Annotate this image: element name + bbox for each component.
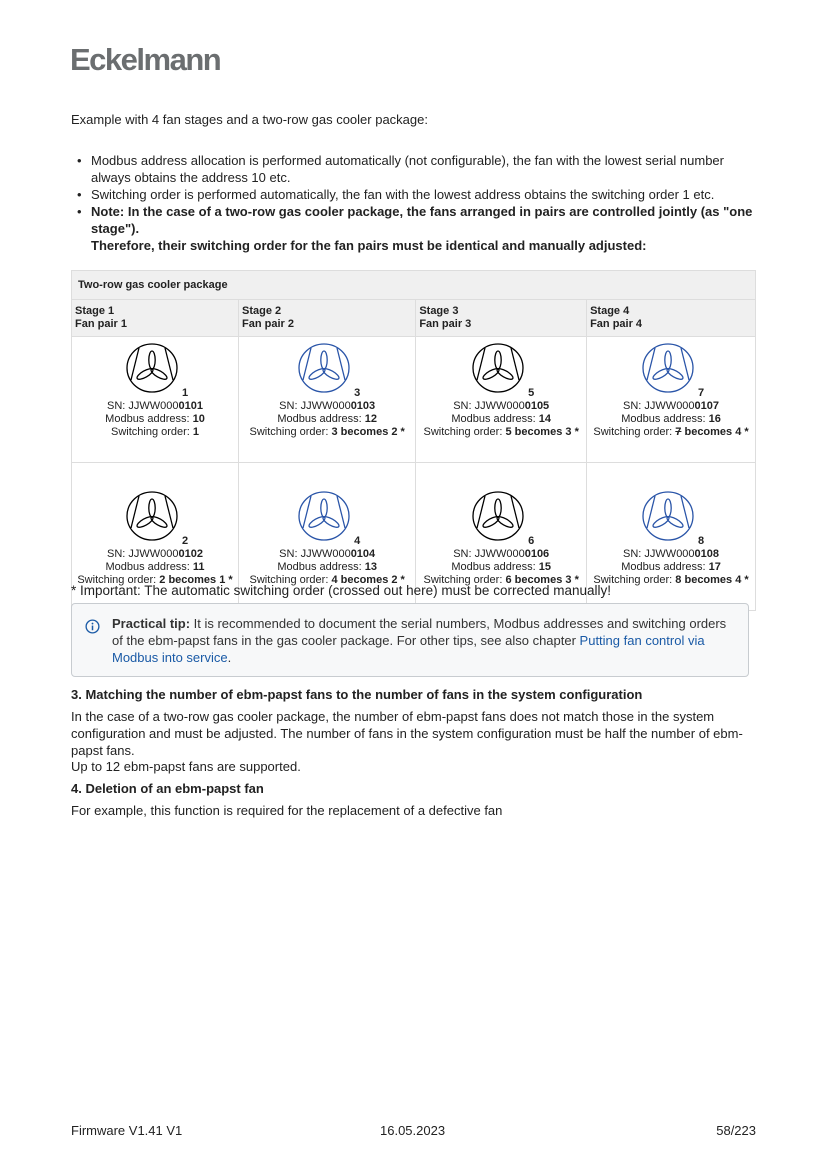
stage-header: Stage 1 Fan pair 1 <box>72 300 239 337</box>
fan-text: SN: JJWW000 <box>453 548 525 560</box>
fan-text: 2 <box>159 574 166 586</box>
fan-text: 12 <box>364 413 378 425</box>
fan-icon <box>472 343 524 393</box>
fan-text <box>496 367 515 382</box>
serial-number <box>72 400 238 413</box>
fan-text <box>299 344 349 392</box>
fan-number: 2 <box>181 535 189 547</box>
modbus-address <box>72 561 238 574</box>
fan-text <box>150 367 169 382</box>
fan-text: 8 <box>675 574 682 586</box>
bullet-item: • Modbus address allocation is performed automatically (not configurable), the fan with the lowest serial number always obtains the address 10 etc. <box>91 152 756 186</box>
fan-text <box>666 515 685 530</box>
fan-text <box>495 351 501 369</box>
fan-text: SN: JJWW000 <box>107 400 179 412</box>
fan-icon <box>126 491 178 541</box>
fan-text <box>416 343 586 458</box>
fan-text: Modbus address: <box>277 413 365 425</box>
section-3-heading: 3. Matching the number of ebm-papst fans to the number of fans in the system configuration <box>71 687 643 702</box>
fan-text <box>322 367 341 382</box>
fan-cell <box>416 337 587 463</box>
serial-number <box>72 548 238 561</box>
fan-text: 17 <box>708 561 721 573</box>
modbus-address <box>416 561 586 574</box>
fan-text: becomes <box>511 574 566 586</box>
fan-text <box>665 351 671 369</box>
fan-number: 5 <box>528 387 535 399</box>
tip-label: Practical tip: <box>112 616 191 631</box>
fan-text: 0105 <box>524 400 550 412</box>
fan-text <box>149 351 155 369</box>
fan-text <box>496 515 515 530</box>
fan-text: Modbus address: <box>105 413 193 425</box>
fan-text <box>72 343 238 458</box>
fan-text: 0104 <box>350 548 376 560</box>
fan-text <box>299 492 349 540</box>
fan-text: Modbus address: <box>451 561 539 573</box>
fan-text: 1 <box>192 426 200 438</box>
fan-text: Modbus address: <box>277 561 365 573</box>
switching-order <box>416 426 586 439</box>
fan-text: 0106 <box>524 548 550 560</box>
fan-icon <box>126 343 178 393</box>
serial-number <box>587 548 755 561</box>
fan-icon <box>472 491 524 541</box>
fan-text: 4 * <box>735 426 749 438</box>
bullet-list <box>71 152 756 254</box>
serial-number <box>239 548 415 561</box>
tip-text: It is recommended to document the serial numbers, Modbus addresses and switching orders of the ebm-papst fans in the gas cooler package. For other tips, see also chapter <box>112 616 727 648</box>
fan-text <box>473 344 523 392</box>
fan-text: Switching order: <box>593 426 676 438</box>
fan-text: Modbus address: <box>451 413 539 425</box>
fan-text: 11 <box>192 561 205 573</box>
important-note: * Important: The automatic switching order (crossed out here) must be corrected manually! <box>71 583 611 598</box>
eckelmann-logo: Eckelmann <box>70 42 221 77</box>
fan-text: 13 <box>364 561 378 573</box>
fan-text: 0103 <box>350 400 376 412</box>
fan-text: Switching order: <box>593 574 676 586</box>
fan-text: 0107 <box>694 400 720 412</box>
fan-number: 6 <box>528 535 535 547</box>
section-3-text: In the case of a two-row gas cooler package, the number of ebm-papst fans does not match those in the system configuration and must be adjusted. The number of fans in the system configuration must be half the number of ebm-papst fans. <box>71 709 743 758</box>
switching-order <box>72 426 238 439</box>
fan-text <box>473 492 523 540</box>
fan-text: Modbus address: <box>621 561 709 573</box>
serial-number <box>416 548 586 561</box>
modbus-address <box>416 413 586 426</box>
fan-text: SN: JJWW000 <box>107 548 179 560</box>
table-title: Two-row gas cooler package <box>72 271 756 300</box>
fan-text: 0108 <box>694 548 720 560</box>
fan-text: 3 * <box>565 426 579 438</box>
fan-text: 3 <box>331 426 338 438</box>
switching-order <box>239 426 415 439</box>
fan-icon <box>642 491 694 541</box>
fan-icon <box>642 343 694 393</box>
fan-text: becomes <box>511 426 566 438</box>
fan-cell <box>239 337 416 463</box>
fan-number: 1 <box>181 387 189 399</box>
fan-text: 15 <box>538 561 552 573</box>
fan-text: Switching order: <box>249 574 332 586</box>
switching-order <box>587 426 755 439</box>
fan-text: becomes <box>337 574 392 586</box>
section-3-text-2: Up to 12 ebm-papst fans are supported. <box>71 759 301 774</box>
fan-text: SN: JJWW000 <box>453 400 525 412</box>
stage-header: Stage 3 Fan pair 3 <box>416 300 587 337</box>
fan-text: Switching order: <box>423 574 506 586</box>
fan-text: SN: JJWW000 <box>279 400 351 412</box>
fan-text: Modbus address: <box>621 413 709 425</box>
chapter-link[interactable]: Putting fan control via Modbus into service <box>112 633 705 665</box>
fan-text <box>495 499 501 517</box>
fan-text: 3 * <box>565 574 579 586</box>
fan-text <box>239 343 415 458</box>
fan-text <box>321 351 327 369</box>
fan-text <box>666 367 685 382</box>
fan-number: 3 <box>354 387 361 399</box>
gas-cooler-table <box>71 270 756 611</box>
fan-cell <box>587 337 756 463</box>
intro-text: Example with 4 fan stages and a two-row gas cooler package: <box>71 112 428 127</box>
fan-text: SN: JJWW000 <box>623 548 695 560</box>
fan-text <box>587 343 755 458</box>
serial-number <box>416 400 586 413</box>
fan-text: 16 <box>708 413 721 425</box>
fan-text: becomes <box>681 426 736 438</box>
section-4-text: For example, this function is required for the replacement of a defective fan <box>71 803 503 818</box>
fan-text: 7 <box>675 426 682 438</box>
fan-text: 10 <box>192 413 205 425</box>
fan-text: 2 * <box>391 574 405 586</box>
fan-text: 5 <box>505 426 512 438</box>
modbus-address <box>239 413 415 426</box>
modbus-address <box>587 561 755 574</box>
footer-firmware: Firmware V1.41 V1 <box>71 1123 183 1138</box>
fan-icon <box>298 343 350 393</box>
fan-text: becomes <box>165 574 220 586</box>
fan-text <box>665 499 671 517</box>
fan-text: 0102 <box>178 548 204 560</box>
fan-text: SN: JJWW000 <box>623 400 695 412</box>
fan-text: 6 <box>505 574 512 586</box>
fan-text <box>127 344 177 392</box>
fan-number: 7 <box>697 387 705 399</box>
bullet-item: • Switching order is performed automatically, the fan with the lowest address obtains the switching order 1 etc. <box>91 186 756 203</box>
fan-text: 4 <box>331 574 338 586</box>
fan-text: SN: JJWW000 <box>279 548 351 560</box>
fan-text: becomes <box>681 574 736 586</box>
footer-page: 58/223 <box>716 1123 756 1138</box>
footer-date: 16.05.2023 <box>380 1123 446 1138</box>
fan-cell <box>72 337 239 463</box>
fan-text: Switching order: <box>249 426 332 438</box>
fan-text <box>127 492 177 540</box>
modbus-address <box>72 413 238 426</box>
fan-text <box>322 515 341 530</box>
fan-number: 8 <box>697 535 705 547</box>
tip-end: . <box>227 650 232 665</box>
fan-text: Switching order: <box>110 426 193 438</box>
fan-text <box>150 515 169 530</box>
fan-text: 14 <box>538 413 552 425</box>
fan-text <box>643 492 693 540</box>
fan-text <box>643 344 693 392</box>
stage-header: Stage 4 Fan pair 4 <box>587 300 756 337</box>
fan-text: Modbus address: <box>105 561 193 573</box>
bullet-item-note: • Note: In the case of a two-row gas cooler package, the fans arranged in pairs are controlled jointly (as "one stage"). Therefore, their switching order for the fan pairs must be identical and manually adjusted: <box>91 203 756 254</box>
fan-text: Switching order: <box>77 574 160 586</box>
fan-text <box>149 499 155 517</box>
section-4-heading: 4. Deletion of an ebm-papst fan <box>71 781 264 796</box>
fan-text: Switching order: <box>423 426 506 438</box>
modbus-address <box>239 561 415 574</box>
info-icon <box>85 619 100 634</box>
fan-text: 2 * <box>391 426 405 438</box>
modbus-address <box>587 413 755 426</box>
serial-number <box>587 400 755 413</box>
fan-text: 1 * <box>219 574 233 586</box>
fan-text: 4 * <box>735 574 749 586</box>
fan-text: becomes <box>337 426 392 438</box>
fan-number: 4 <box>354 535 361 547</box>
serial-number <box>239 400 415 413</box>
fan-text: 0101 <box>178 400 204 412</box>
fan-icon <box>298 491 350 541</box>
practical-tip-box <box>71 603 749 677</box>
stage-header: Stage 2 Fan pair 2 <box>239 300 416 337</box>
fan-text <box>321 499 327 517</box>
